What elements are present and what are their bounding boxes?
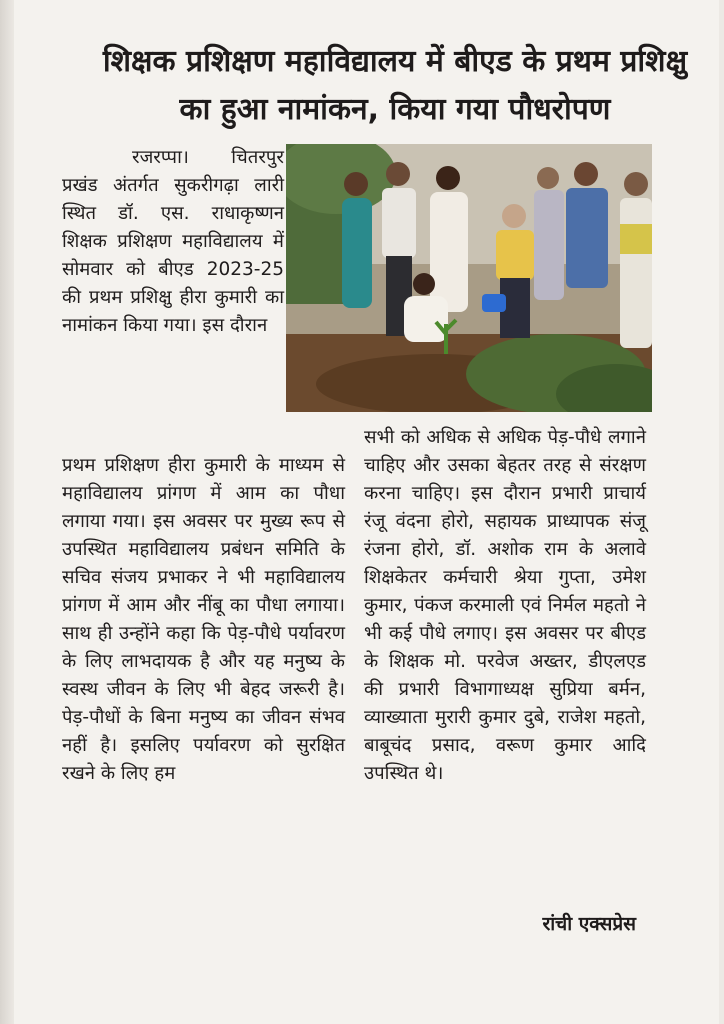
- source-credit: रांची एक्सप्रेस: [542, 913, 636, 935]
- paper-edge: [0, 0, 14, 1024]
- plantation-photo-illustration: [286, 144, 652, 412]
- plantation-photo: [286, 144, 652, 412]
- body-column-left: प्रथम प्रशिक्षण हीरा कुमारी के माध्यम से महाविद्यालय प्रांगण में आम का पौधा लगाया गया। इस अवसर पर मुख्य रूप से उपस्थित महाविद्यालय प्रबंधन समिति के सचिव संजय प्रभाकर ने भी महाविद्यालय प्रांगण में आम और नींबू का पौधा लगाया। साथ ही उन्होंने कहा कि पेड़-पौधे पर्यावरण के लिए लाभदायक है और यह मनुष्य के स्वस्थ जीवन के लिए भी बेहद जरूरी है। पेड़-पौधों के बिना मनुष्य का जीवन संभव नहीं है। इसलिए पर्यावरण को सुरक्षित रखने के लिए हम: [62, 455, 345, 784]
- intro-paragraph: रजरप्पा। चितरपुर प्रखंड अंतर्गत सुकरीगढ़ा लारी स्थित डॉ. एस. राधाकृष्णन शिक्षक प्रशिक्षण महाविद्यालय में सोमवार को बीएड 2023-25 की प्रथम प्रशिक्षु हीरा कुमारी का नामांकन किया गया। इस दौरान: [62, 147, 284, 336]
- body-column-right: सभी को अधिक से अधिक पेड़-पौधे लगाने चाहिए और उसका बेहतर तरह से संरक्षण करना चाहिए। इस दौरान प्रभारी प्राचार्य रंजू वंदना होरो, सहायक प्राध्यापक संजू रंजना होरो, डॉ. अशोक राम के अलावे शिक्षकेतर कर्मचारी श्रेया गुप्ता, उमेश कुमार, पंकज करमाली एवं निर्मल महतो ने भी कई पौधे लगाए। इस अवसर पर बीएड के शिक्षक मो. परवेज अख्तर, डीएलएड की प्रभारी विभागाध्यक्ष सुप्रिया बर्मन, व्याख्याता मुरारी कुमार दुबे, राजेश महतो, बाबूचंद प्रसाद, वरूण कुमार आदि उपस्थित थे।: [364, 427, 646, 784]
- headline: शिक्षक प्रशिक्षण महाविद्यालय में बीएड के प्रथम प्रशिक्षु का हुआ नामांकन, किया गया पौधरोपण: [102, 44, 688, 127]
